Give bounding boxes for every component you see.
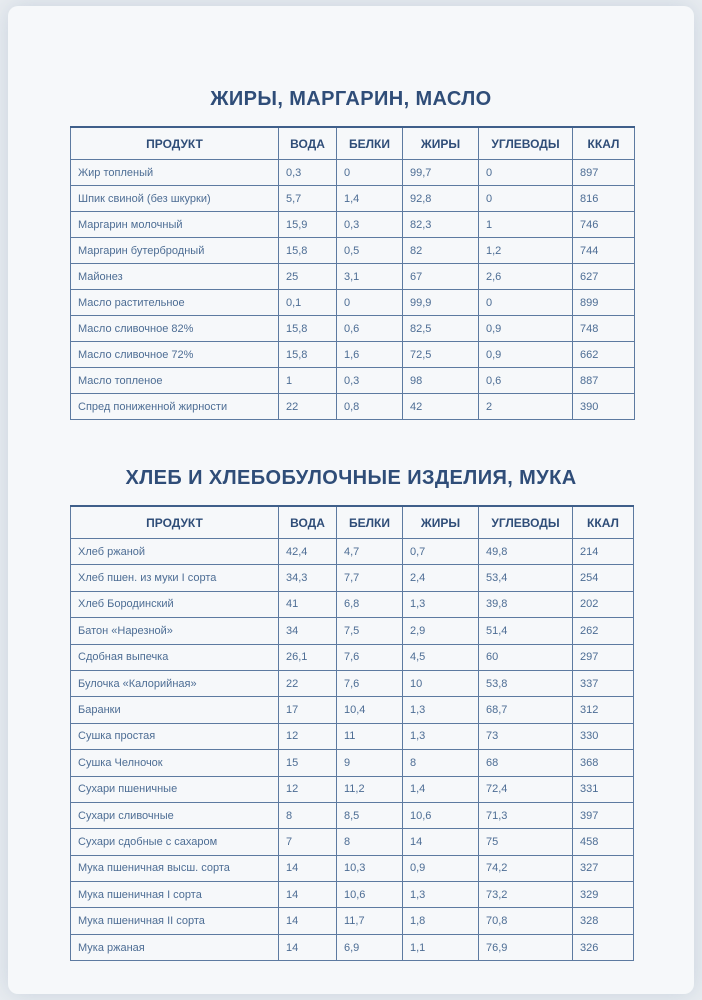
protein-cell: 0 [337, 160, 403, 186]
water-cell: 15,9 [279, 212, 337, 238]
product-cell: Масло растительное [71, 290, 279, 316]
protein-cell: 3,1 [337, 264, 403, 290]
kcal-cell: 262 [573, 618, 634, 644]
protein-cell: 6,8 [337, 591, 403, 617]
product-cell: Батон «Нарезной» [71, 618, 279, 644]
carbs-cell: 53,4 [479, 565, 573, 591]
product-cell: Спред пониженной жирности [71, 394, 279, 420]
table-header-row [71, 506, 634, 539]
carbs-cell: 0,6 [479, 368, 573, 394]
table-row [71, 670, 634, 696]
kcal-cell: 627 [573, 264, 635, 290]
water-cell: 14 [279, 855, 337, 881]
protein-cell: 8,5 [337, 802, 403, 828]
fat-cell: 10 [403, 670, 479, 696]
fat-cell: 82,5 [403, 316, 479, 342]
header-carbs: УГЛЕВОДЫ [479, 127, 573, 160]
product-cell: Мука пшеничная высш. сорта [71, 855, 279, 881]
protein-cell: 0,5 [337, 238, 403, 264]
table-row [71, 186, 635, 212]
table-row [71, 316, 635, 342]
water-cell: 22 [279, 670, 337, 696]
protein-cell: 10,4 [337, 697, 403, 723]
kcal-cell: 397 [573, 802, 634, 828]
fat-cell: 1,8 [403, 908, 479, 934]
header-protein: БЕЛКИ [337, 506, 403, 539]
table-row [71, 591, 634, 617]
product-cell: Сухари пшеничные [71, 776, 279, 802]
table-row [71, 618, 634, 644]
kcal-cell: 746 [573, 212, 635, 238]
table-fats [70, 126, 635, 420]
water-cell: 1 [279, 368, 337, 394]
fat-cell: 72,5 [403, 342, 479, 368]
fat-cell: 10,6 [403, 802, 479, 828]
carbs-cell: 0,9 [479, 342, 573, 368]
protein-cell: 11,7 [337, 908, 403, 934]
fat-cell: 1,4 [403, 776, 479, 802]
table-row [71, 644, 634, 670]
kcal-cell: 297 [573, 644, 634, 670]
header-protein: БЕЛКИ [337, 127, 403, 160]
protein-cell: 0,8 [337, 394, 403, 420]
carbs-cell: 68 [479, 750, 573, 776]
fat-cell: 99,9 [403, 290, 479, 316]
table-row [71, 697, 634, 723]
fat-cell: 0,9 [403, 855, 479, 881]
protein-cell: 6,9 [337, 934, 403, 960]
carbs-cell: 70,8 [479, 908, 573, 934]
water-cell: 15,8 [279, 316, 337, 342]
kcal-cell: 390 [573, 394, 635, 420]
table-row [71, 238, 635, 264]
table-row [71, 802, 634, 828]
water-cell: 25 [279, 264, 337, 290]
table-row [71, 908, 634, 934]
water-cell: 17 [279, 697, 337, 723]
product-cell: Масло топленое [71, 368, 279, 394]
carbs-cell: 39,8 [479, 591, 573, 617]
kcal-cell: 748 [573, 316, 635, 342]
header-kcal: ККАЛ [573, 127, 635, 160]
carbs-cell: 2,6 [479, 264, 573, 290]
protein-cell: 1,6 [337, 342, 403, 368]
product-cell: Масло сливочное 82% [71, 316, 279, 342]
table-header-row [71, 127, 635, 160]
product-cell: Хлеб ржаной [71, 539, 279, 565]
water-cell: 34,3 [279, 565, 337, 591]
table-row [71, 539, 634, 565]
fat-cell: 1,3 [403, 697, 479, 723]
carbs-cell: 74,2 [479, 855, 573, 881]
protein-cell: 11 [337, 723, 403, 749]
water-cell: 14 [279, 882, 337, 908]
carbs-cell: 60 [479, 644, 573, 670]
kcal-cell: 458 [573, 829, 634, 855]
fat-cell: 82 [403, 238, 479, 264]
water-cell: 34 [279, 618, 337, 644]
carbs-cell: 0,9 [479, 316, 573, 342]
product-cell: Баранки [71, 697, 279, 723]
fat-cell: 8 [403, 750, 479, 776]
table-row [71, 776, 634, 802]
section-title-fats: ЖИРЫ, МАРГАРИН, МАСЛО [210, 88, 492, 110]
protein-cell: 0,6 [337, 316, 403, 342]
table-row [71, 855, 634, 881]
product-cell: Сухари сливочные [71, 802, 279, 828]
fat-cell: 1,3 [403, 723, 479, 749]
fat-cell: 1,3 [403, 591, 479, 617]
product-cell: Маргарин молочный [71, 212, 279, 238]
kcal-cell: 326 [573, 934, 634, 960]
kcal-cell: 368 [573, 750, 634, 776]
kcal-cell: 254 [573, 565, 634, 591]
carbs-cell: 1,2 [479, 238, 573, 264]
product-cell: Сушка Челночок [71, 750, 279, 776]
header-water: ВОДА [279, 506, 337, 539]
protein-cell: 0,3 [337, 368, 403, 394]
carbs-cell: 1 [479, 212, 573, 238]
water-cell: 12 [279, 776, 337, 802]
header-product: ПРОДУКТ [71, 127, 279, 160]
table-row [71, 829, 634, 855]
table-row [71, 212, 635, 238]
protein-cell: 0 [337, 290, 403, 316]
product-cell: Хлеб Бородинский [71, 591, 279, 617]
carbs-cell: 0 [479, 290, 573, 316]
carbs-cell: 49,8 [479, 539, 573, 565]
kcal-cell: 214 [573, 539, 634, 565]
kcal-cell: 662 [573, 342, 635, 368]
header-fat: ЖИРЫ [403, 127, 479, 160]
product-cell: Сдобная выпечка [71, 644, 279, 670]
water-cell: 0,3 [279, 160, 337, 186]
table-row [71, 368, 635, 394]
protein-cell: 7,6 [337, 644, 403, 670]
protein-cell: 7,7 [337, 565, 403, 591]
table-row [71, 394, 635, 420]
kcal-cell: 329 [573, 882, 634, 908]
kcal-cell: 330 [573, 723, 634, 749]
carbs-cell: 51,4 [479, 618, 573, 644]
kcal-cell: 312 [573, 697, 634, 723]
table-row [71, 264, 635, 290]
carbs-cell: 73,2 [479, 882, 573, 908]
product-cell: Майонез [71, 264, 279, 290]
protein-cell: 10,6 [337, 882, 403, 908]
fat-cell: 92,8 [403, 186, 479, 212]
table-row [71, 160, 635, 186]
water-cell: 8 [279, 802, 337, 828]
water-cell: 14 [279, 934, 337, 960]
carbs-cell: 73 [479, 723, 573, 749]
water-cell: 41 [279, 591, 337, 617]
protein-cell: 4,7 [337, 539, 403, 565]
product-cell: Сушка простая [71, 723, 279, 749]
header-water: ВОДА [279, 127, 337, 160]
kcal-cell: 331 [573, 776, 634, 802]
fat-cell: 99,7 [403, 160, 479, 186]
carbs-cell: 0 [479, 186, 573, 212]
carbs-cell: 75 [479, 829, 573, 855]
carbs-cell: 71,3 [479, 802, 573, 828]
protein-cell: 1,4 [337, 186, 403, 212]
fat-cell: 14 [403, 829, 479, 855]
water-cell: 14 [279, 908, 337, 934]
protein-cell: 10,3 [337, 855, 403, 881]
fat-cell: 4,5 [403, 644, 479, 670]
table-row [71, 290, 635, 316]
carbs-cell: 76,9 [479, 934, 573, 960]
kcal-cell: 328 [573, 908, 634, 934]
fat-cell: 1,3 [403, 882, 479, 908]
product-cell: Жир топленый [71, 160, 279, 186]
kcal-cell: 897 [573, 160, 635, 186]
water-cell: 22 [279, 394, 337, 420]
product-cell: Мука пшеничная II сорта [71, 908, 279, 934]
kcal-cell: 816 [573, 186, 635, 212]
water-cell: 15,8 [279, 238, 337, 264]
water-cell: 0,1 [279, 290, 337, 316]
fat-cell: 2,9 [403, 618, 479, 644]
table-row [71, 934, 634, 960]
header-fat: ЖИРЫ [403, 506, 479, 539]
product-cell: Шпик свиной (без шкурки) [71, 186, 279, 212]
header-carbs: УГЛЕВОДЫ [479, 506, 573, 539]
carbs-cell: 2 [479, 394, 573, 420]
water-cell: 12 [279, 723, 337, 749]
fat-cell: 42 [403, 394, 479, 420]
product-cell: Маргарин бутербродный [71, 238, 279, 264]
protein-cell: 0,3 [337, 212, 403, 238]
product-cell: Мука пшеничная I сорта [71, 882, 279, 908]
kcal-cell: 327 [573, 855, 634, 881]
kcal-cell: 887 [573, 368, 635, 394]
carbs-cell: 72,4 [479, 776, 573, 802]
water-cell: 7 [279, 829, 337, 855]
table-row [71, 565, 634, 591]
fat-cell: 67 [403, 264, 479, 290]
table-row [71, 342, 635, 368]
fat-cell: 2,4 [403, 565, 479, 591]
carbs-cell: 0 [479, 160, 573, 186]
protein-cell: 9 [337, 750, 403, 776]
product-cell: Масло сливочное 72% [71, 342, 279, 368]
carbs-cell: 53,8 [479, 670, 573, 696]
protein-cell: 8 [337, 829, 403, 855]
product-cell: Мука ржаная [71, 934, 279, 960]
fat-cell: 1,1 [403, 934, 479, 960]
kcal-cell: 899 [573, 290, 635, 316]
carbs-cell: 68,7 [479, 697, 573, 723]
kcal-cell: 337 [573, 670, 634, 696]
header-product: ПРОДУКТ [71, 506, 279, 539]
table-row [71, 723, 634, 749]
protein-cell: 7,6 [337, 670, 403, 696]
kcal-cell: 744 [573, 238, 635, 264]
water-cell: 5,7 [279, 186, 337, 212]
water-cell: 42,4 [279, 539, 337, 565]
water-cell: 15 [279, 750, 337, 776]
fat-cell: 98 [403, 368, 479, 394]
table-row [71, 750, 634, 776]
water-cell: 15,8 [279, 342, 337, 368]
section-title-bread: ХЛЕБ И ХЛЕБОБУЛОЧНЫЕ ИЗДЕЛИЯ, МУКА [125, 467, 577, 489]
kcal-cell: 202 [573, 591, 634, 617]
fat-cell: 0,7 [403, 539, 479, 565]
product-cell: Булочка «Калорийная» [71, 670, 279, 696]
product-cell: Сухари сдобные с сахаром [71, 829, 279, 855]
water-cell: 26,1 [279, 644, 337, 670]
table-bread [70, 505, 634, 961]
fat-cell: 82,3 [403, 212, 479, 238]
protein-cell: 11,2 [337, 776, 403, 802]
product-cell: Хлеб пшен. из муки I сорта [71, 565, 279, 591]
table-row [71, 882, 634, 908]
protein-cell: 7,5 [337, 618, 403, 644]
header-kcal: ККАЛ [573, 506, 634, 539]
